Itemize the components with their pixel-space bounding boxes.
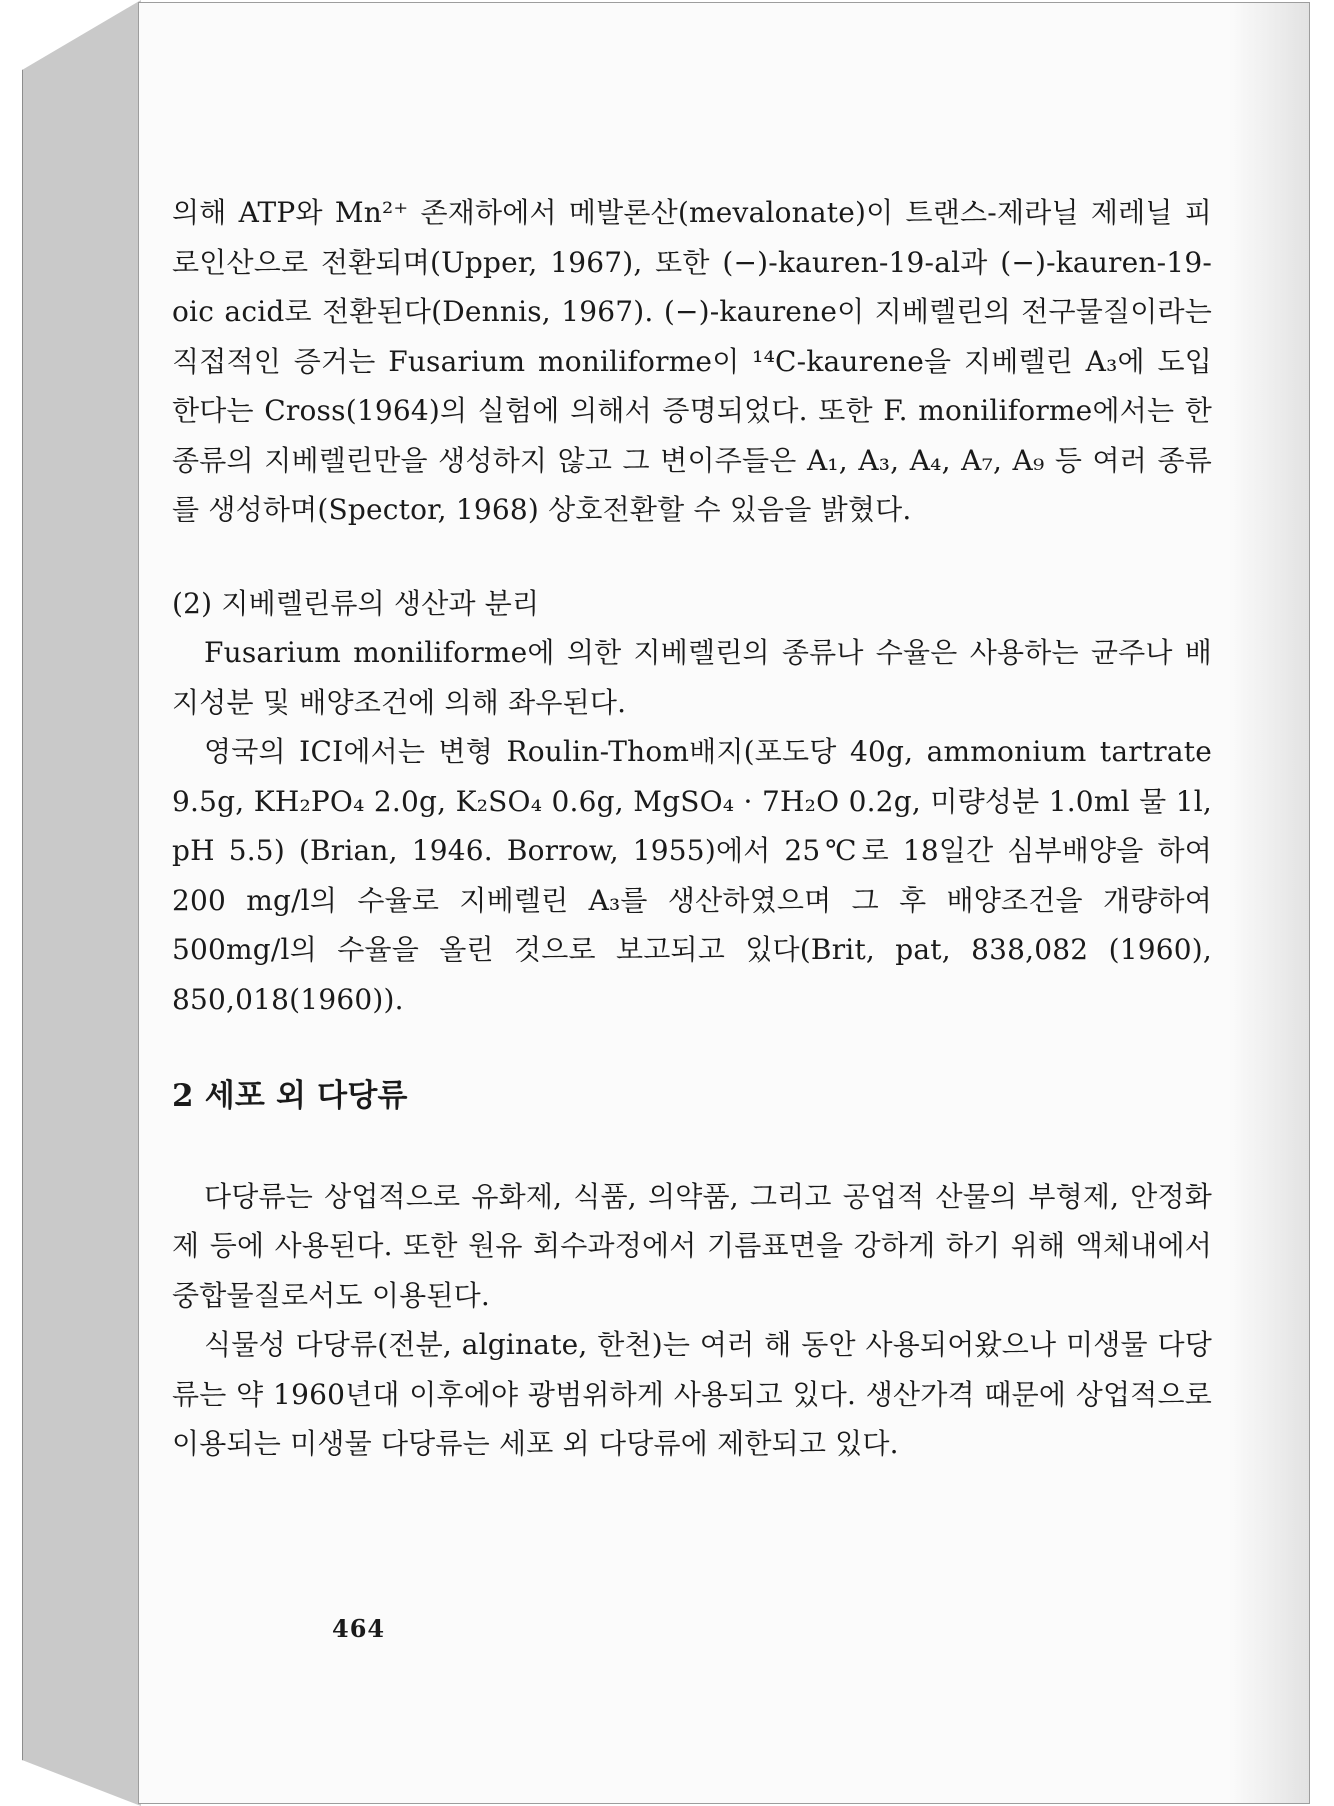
book-spine — [22, 0, 141, 1806]
subheading-gibberellin-production: (2) 지베렐린류의 생산과 분리 — [172, 586, 540, 620]
paragraph-polysaccharide-uses: 다당류는 상업적으로 유화제, 식품, 의약품, 그리고 공업적 산물의 부형제, 안정화제 등에 사용된다. 또한 원유 회수과정에서 기름표면을 강하게 하기 위해 액체내에서 중합물질로서도 이용된다. — [172, 1179, 1212, 1312]
page-shadow — [1229, 3, 1309, 1803]
page-content — [172, 188, 1212, 1469]
paragraph-kaurene: 의해 ATP와 Mn²⁺ 존재하에서 메발론산(mevalonate)이 트랜스-제라닐 제레닐 피로인산으로 전환되며(Upper, 1967), 또한 (−)-kauren-19-al과 (−)-kauren-19-oic acid로 전환된다(Dennis, 1967). (−)-kaurene이 지베렐린의 전구물질이라는 직접적인 증거는 Fusarium moniliforme이 ¹⁴C-kaurene을 지베렐린 A₃에 도입한다는 Cross(1964)의 실험에 의해서 증명되었다. 또한 F. moniliforme에서는 한 종류의 지베렐린만을 생성하지 않고 그 변이주들은 A₁, A₃, A₄, A₇, A₉ 등 여러 종류를 생성하며(Spector, 1968) 상호전환할 수 있음을 밝혔다. — [172, 196, 1212, 526]
paragraph-ici: 영국의 ICI에서는 변형 Roulin-Thom배지(포도당 40g, ammonium tartrate 9.5g, KH₂PO₄ 2.0g, K₂SO₄ 0.6g, MgSO₄ · 7H₂O 0.2g, 미량성분 1.0ml 물 1l, pH 5.5) (Brian, 1946. Borrow, 1955)에서 25℃로 18일간 심부배양을 하여 200 mg/l의 수율로 지베렐린 A₃를 생산하였으며 그 후 배양조건을 개량하여 500mg/l의 수율을 올린 것으로 보고되고 있다(Brit, pat, 838,082 (1960), 850,018(1960)). — [172, 735, 1212, 1016]
section-heading-polysaccharides: 2 세포 외 다당류 — [172, 1078, 408, 1114]
book-spine-edge — [22, 70, 23, 1760]
paragraph-fusarium: Fusarium moniliforme에 의한 지베렐린의 종류나 수율은 사용하는 균주나 배지성분 및 배양조건에 의해 좌우된다. — [172, 636, 1212, 719]
page-number: 464 — [332, 1614, 386, 1643]
paragraph-microbial-polysaccharides: 식물성 다당류(전분, alginate, 한천)는 여러 해 동안 사용되어왔으나 미생물 다당류는 약 1960년대 이후에야 광범위하게 사용되고 있다. 생산가격 때문에 상업적으로 이용되는 미생물 다당류는 세포 외 다당류에 제한되고 있다. — [172, 1328, 1212, 1460]
